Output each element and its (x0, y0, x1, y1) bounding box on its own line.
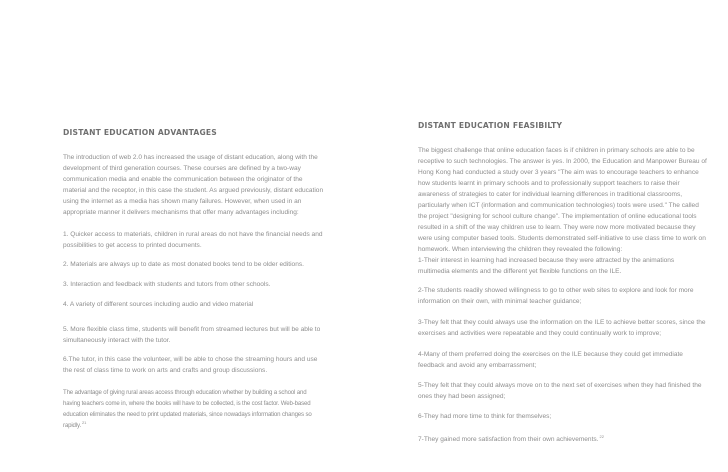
advantage-item-3: 3. Interaction and feedback with students and tutors from other schools. (63, 281, 271, 288)
finding-item-3: 3-They felt that they could always use the information on the ILE to achieve better scores, since the exercises and activities were repeatable and they could continually work to improve; (418, 319, 706, 337)
closing-text: The advantage of giving rural areas access through education whether by building a school and having teachers come in, where the books will have to be collected, is the cost factor. Web-based education eliminates the need to print updated materials, since nowadays information changes so rapidly. (63, 389, 312, 429)
advantage-item-4: 4. A variety of different sources including audio and video material (63, 301, 254, 308)
intro-paragraph: The biggest challenge that online education faces is if children in primary schools are able to be receptive to such technologies. The answer is yes. In 2000, the Education and Manpower Bureau of Hong Kong had conducted a study over 3 years "The aim was to encourage teachers to enhance how students learnt in primary schools and to professionally support teachers to raise their awareness of strategies to cater for individual learning differences in traditional classrooms, particularly when ICT (information and communication technologies) tools were used." The called the project "designing for school culture change". The implementation of online educational tools resulted in a shift of the way children use to learn. They were now more motivated because they were using computer based tools. Students demonstrated self-initiative to use class time to work on homework. When interviewing the children they revealed the following: (418, 147, 707, 253)
advantage-item-5: 5. More flexible class time, students will benefit from streamed lectures but will be able to simultaneously interact with the tutor. (63, 326, 321, 344)
finding-item-7-text: 7-They gained more satisfaction from their own achievements. (418, 436, 599, 443)
closing-paragraph (63, 387, 325, 431)
footnote-ref: 21 (82, 419, 87, 425)
finding-item-2: 2-The students readily showed willingness to go to other web sites to explore and look for more information on their own, with minimal teacher guidance; (418, 287, 694, 305)
advantage-item-6: 6.The tutor, in this case the volunteer, will be able to chose the streaming hours and use the rest of class time to work on arts and crafts and group discussions. (63, 356, 318, 374)
advantage-item-2: 2. Materials are always up to date as most donated books tend to be older editions. (63, 261, 304, 268)
finding-item-4: 4-Many of them preferred doing the exercises on the ILE because they could get immediate feedback and avoid any embarrassment; (418, 351, 683, 369)
advantage-item-1: 1. Quicker access to materials, children in rural areas do not have the financial needs and possibilities to get access to printed documents. (63, 231, 323, 249)
finding-item-7 (418, 434, 707, 445)
intro-paragraph: The introduction of web 2.0 has increased the usage of distant education, along with the development of third generation courses. These courses are defined by a two-way communication media and enable the communication between the originator of the material and the receptor, in this case the student. As argued previously, distant education using the internet as a media has shown many failures. However, when used in an appropriate manner it delivers mechanisms that offer many advantages including: (63, 154, 324, 216)
heading-feasibility: DISTANT EDUCATION FEASIBILTY (418, 121, 563, 130)
finding-item-1: 1-Their interest in learning had increased because they were attracted by the animations multimedia elements and the different yet flexible functions on the ILE. (418, 257, 675, 275)
finding-item-6: 6-They had more time to think for themselves; (418, 413, 552, 420)
finding-item-5: 5-They felt that they could always move on to the next set of exercises when they had finished the ones they had been assigned; (418, 382, 702, 400)
footnote-ref: 22 (599, 433, 604, 439)
heading-advantages: DISTANT EDUCATION ADVANTAGES (63, 128, 217, 137)
